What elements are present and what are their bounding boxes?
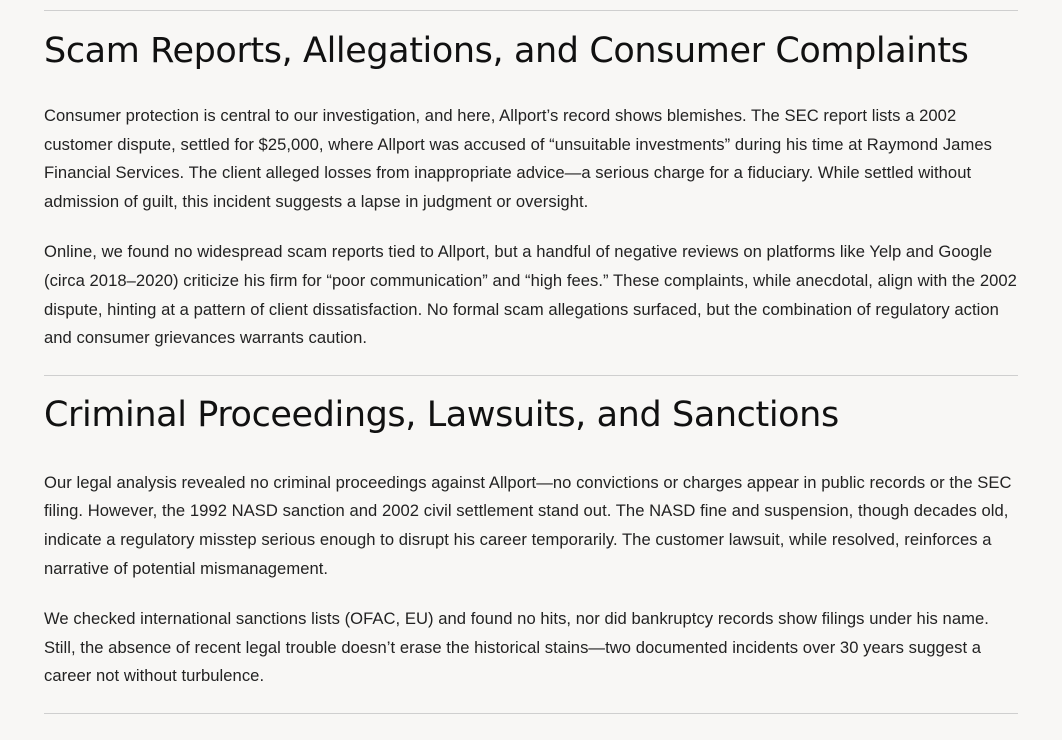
section-divider: [44, 375, 1018, 376]
section-scam-reports: [44, 30, 1018, 353]
section-divider: [44, 713, 1018, 714]
paragraph: Consumer protection is central to our investigation, and here, Allport’s record shows blemishes. The SEC report lists a 2002 customer dispute, settled for $25,000, where Allport was accused of “unsuitable investments” during his time at Raymond James Financial Services. The client alleged losses from inappropriate advice—a serious charge for a fiduciary. While settled without admission of guilt, this incident suggests a lapse in judgment or oversight.: [44, 106, 992, 211]
paragraph: Our legal analysis revealed no criminal proceedings against Allport—no convictions or charges appear in public records or the SEC filing. However, the 1992 NASD sanction and 2002 civil settlement stand out. The NASD fine and suspension, though decades old, indicate a regulatory misstep serious enough to disrupt his career temporarily. The customer lawsuit, while resolved, reinforces a narrative of potential mismanagement.: [44, 472, 1012, 578]
section-heading: Scam Reports, Allegations, and Consumer Complaints: [44, 31, 969, 71]
paragraph: Online, we found no widespread scam reports tied to Allport, but a handful of negative reviews on platforms like Yelp and Google (circa 2018–2020) criticize his firm for “poor communication” and “high fees.” These complaints, while anecdotal, align with the 2002 dispute, hinting at a pattern of client dissatisfaction. No formal scam allegations surfaced, but the combination of regulatory action and consumer grievances warrants caution.: [44, 242, 1017, 348]
article-content: [44, 0, 1018, 714]
section-divider: [44, 10, 1018, 11]
section-heading: Criminal Proceedings, Lawsuits, and Sanctions: [44, 394, 839, 435]
paragraph: We checked international sanctions lists (OFAC, EU) and found no hits, nor did bankruptcy records show filings under his name. Still, the absence of recent legal trouble doesn’t erase the historical stains—two documented incidents over 30 years suggest a career not without turbulence.: [44, 609, 989, 686]
section-criminal-proceedings: [44, 394, 1018, 691]
